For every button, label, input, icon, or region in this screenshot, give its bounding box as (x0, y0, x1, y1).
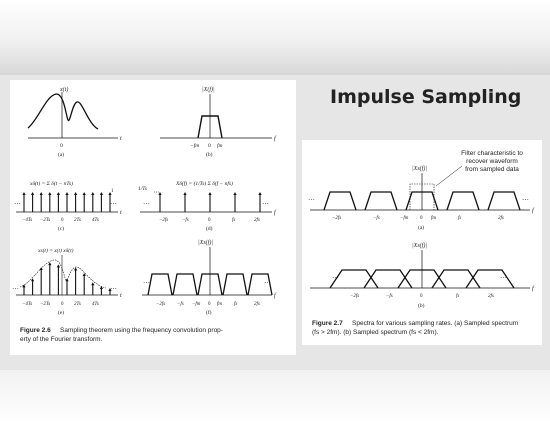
fig27-b-dots-left: ··· (332, 274, 339, 282)
fig26-caption-line1: Sampling theorem using the frequency convolution prop- (60, 327, 223, 334)
e-tick-2: −2Ts (40, 302, 51, 307)
c-impulse-head (74, 192, 77, 195)
d-level: 1/Ts (138, 186, 147, 192)
e-tick-4: 2Ts (74, 302, 81, 307)
b-func: |X(f)| (202, 87, 215, 93)
fig27-b-tick-2: −fs (386, 294, 393, 299)
d-impulses (158, 192, 261, 212)
c-impulses (22, 192, 111, 212)
b-tick-neg: −fm (190, 143, 200, 149)
e-sample-head (48, 262, 51, 265)
filter-annotation (436, 150, 523, 186)
c-tag: (c) (58, 226, 65, 232)
fig27-a-axis-label: f (532, 208, 534, 214)
d-dots-right: ··· (262, 200, 269, 208)
fig27-a-tick-7: 2fs (498, 216, 504, 221)
c-impulse-head (57, 192, 60, 195)
fig27-a-replica (447, 192, 479, 210)
f-tick-6: fs (234, 302, 238, 307)
f-func: |Xs(f)| (198, 240, 213, 246)
d-axis-label: f (274, 210, 276, 216)
fig26-caption-label: Figure 2.6 (20, 327, 51, 334)
annotation-line3: from sampled data (465, 166, 519, 173)
fig27-a-tag: (a) (418, 225, 425, 231)
fig27-b-tick-5: 2fs (488, 294, 494, 299)
panel-f (142, 239, 277, 316)
fig27-b-ticks (350, 294, 494, 299)
fig27-a-tick-5: fm (431, 216, 436, 221)
slide-title: Impulse Sampling (330, 86, 522, 108)
f-dots-left: ··· (143, 279, 150, 287)
fig27-a-tick-3: −fm (400, 216, 409, 221)
e-sample-head (57, 264, 60, 267)
d-tag: (d) (206, 226, 213, 232)
fig27-a-ticks (332, 216, 504, 221)
e-tick-3: 0 (61, 302, 64, 307)
c-equation: xδ(t) = Σ δ(t − nTs) (30, 181, 73, 187)
e-tick-5: 4Ts (92, 302, 99, 307)
e-sample-head (91, 282, 94, 285)
e-ticks (22, 302, 99, 307)
a-tag: (a) (58, 152, 65, 158)
d-ticks (159, 218, 260, 223)
e-equation: xs(t) = x(t) xδ(t) (38, 248, 74, 254)
c-impulse-head (22, 192, 25, 195)
d-impulse-head (233, 192, 236, 195)
c-height: 1 (111, 189, 114, 194)
fig27-b-replica (432, 270, 480, 288)
c-impulse-head (65, 192, 68, 195)
figure-2-6 (10, 80, 296, 355)
c-impulse-head (100, 192, 103, 195)
d-impulse-head (208, 192, 211, 195)
fig27-a-replica (324, 192, 356, 210)
fig27-caption-label: Figure 2.7 (312, 320, 343, 327)
annotation-pointer (436, 166, 462, 186)
fig27-a-replica (365, 192, 397, 210)
e-samples (22, 262, 111, 295)
c-axis-label: t (120, 210, 122, 216)
b-axis-label: f (274, 136, 276, 142)
c-impulse-head (83, 192, 86, 195)
a-tick-0: 0 (60, 143, 63, 149)
panel-e (12, 247, 122, 316)
c-impulse-head (48, 192, 51, 195)
e-dots-left: ··· (12, 285, 19, 293)
fig27-b-func: |Xs(f)| (412, 243, 427, 249)
annotation-line1: Filter characteristic to (461, 150, 523, 157)
f-axis-label: f (274, 293, 276, 299)
fig26-caption-line2: erty of the Fourier transform. (20, 336, 103, 343)
c-ticks (22, 218, 99, 223)
e-tag: (e) (58, 310, 65, 316)
f-tag: (f) (206, 310, 212, 316)
fig27-a-replica (488, 192, 520, 210)
e-dots-right: ··· (110, 285, 117, 293)
fig27-a-dots-right: ··· (522, 196, 529, 204)
panel-b (160, 86, 277, 158)
c-impulse-head (31, 192, 34, 195)
d-tick-3: 0 (208, 218, 211, 223)
fig27-panel-a (308, 165, 535, 231)
d-impulse-head (258, 192, 261, 195)
c-tick-4: 2Ts (74, 218, 81, 223)
figure-2-6-svg (10, 80, 296, 355)
bottom-band (0, 370, 550, 425)
d-equation: Xδ(f) = (1/Ts) Σ δ(f − nfs) (176, 181, 233, 187)
f-tick-3: −fm (192, 302, 201, 307)
f-tick-7: 2fs (254, 302, 260, 307)
e-sample-head (31, 278, 34, 281)
b-tag: (b) (206, 152, 213, 158)
f-replica (148, 274, 172, 295)
f-dots-right: ··· (264, 279, 271, 287)
b-tick-0: 0 (208, 143, 211, 149)
fig27-a-func: |Xs(f)| (412, 166, 427, 172)
fig27-b-tag: (b) (418, 303, 425, 309)
a-waveform (28, 94, 98, 129)
e-sample-head (40, 267, 43, 270)
d-tick-2: −fs (182, 218, 189, 223)
fig27-a-tick-4: 0 (420, 216, 423, 221)
c-tick-1: −4Ts (22, 218, 33, 223)
fig27-a-tick-2: −fs (373, 216, 380, 221)
fig27-b-tick-4: fs (456, 294, 460, 299)
c-tick-2: −2Ts (40, 218, 51, 223)
a-func: x(t) (60, 87, 69, 93)
c-impulse-head (40, 192, 43, 195)
f-tick-5: fm (217, 302, 222, 307)
d-tick-4: fs (232, 218, 236, 223)
e-sample-head (74, 267, 77, 270)
f-tick-1: −2fs (156, 302, 166, 307)
c-dots-right: ··· (110, 200, 117, 208)
fig27-a-tick-6: fs (458, 216, 462, 221)
fig27-b-tick-1: −2fs (350, 294, 360, 299)
a-axis-label: t (120, 136, 122, 142)
fig27-b-axis-label: f (532, 286, 534, 292)
c-dots-left: ··· (14, 200, 21, 208)
d-tick-5: 2fs (254, 218, 260, 223)
top-band (0, 0, 550, 75)
panel-d (138, 180, 277, 232)
f-tick-4: 0 (208, 302, 211, 307)
annotation-line2: recover waveform (466, 158, 518, 165)
figure-2-7 (302, 140, 542, 345)
c-tick-3: 0 (61, 218, 64, 223)
e-sample-head (100, 286, 103, 289)
f-tick-2: −fs (177, 302, 184, 307)
c-impulse-head (91, 192, 94, 195)
f-replica (173, 274, 197, 295)
panel-c (14, 180, 122, 232)
figure-2-7-svg (302, 140, 542, 345)
fig27-caption-line1: Spectra for various sampling rates. (a) Sampled spectrum (352, 320, 519, 327)
fig27-b-replica (364, 270, 412, 288)
fig27-b-dots-right: ··· (500, 274, 507, 282)
c-tick-5: 4Ts (92, 218, 99, 223)
d-tick-1: −2fs (159, 218, 169, 223)
e-tick-1: −4Ts (22, 302, 33, 307)
d-impulse-head (158, 192, 161, 195)
d-impulse-head (183, 192, 186, 195)
fig27-a-dots-left: ··· (308, 196, 315, 204)
d-dots-left: ··· (143, 200, 150, 208)
fig27-caption-line2: (fs > 2fm). (b) Sampled spectrum (fs < 2fm). (312, 329, 439, 336)
fig27-b-tick-3: 0 (420, 294, 423, 299)
f-ticks (156, 302, 260, 307)
b-tick-pos: fm (217, 143, 223, 149)
fig27-a-tick-1: −2fs (332, 216, 342, 221)
fig27-panel-b (310, 242, 535, 309)
f-replica (223, 274, 247, 295)
e-axis-label: t (120, 293, 122, 299)
panel-a (28, 86, 122, 158)
